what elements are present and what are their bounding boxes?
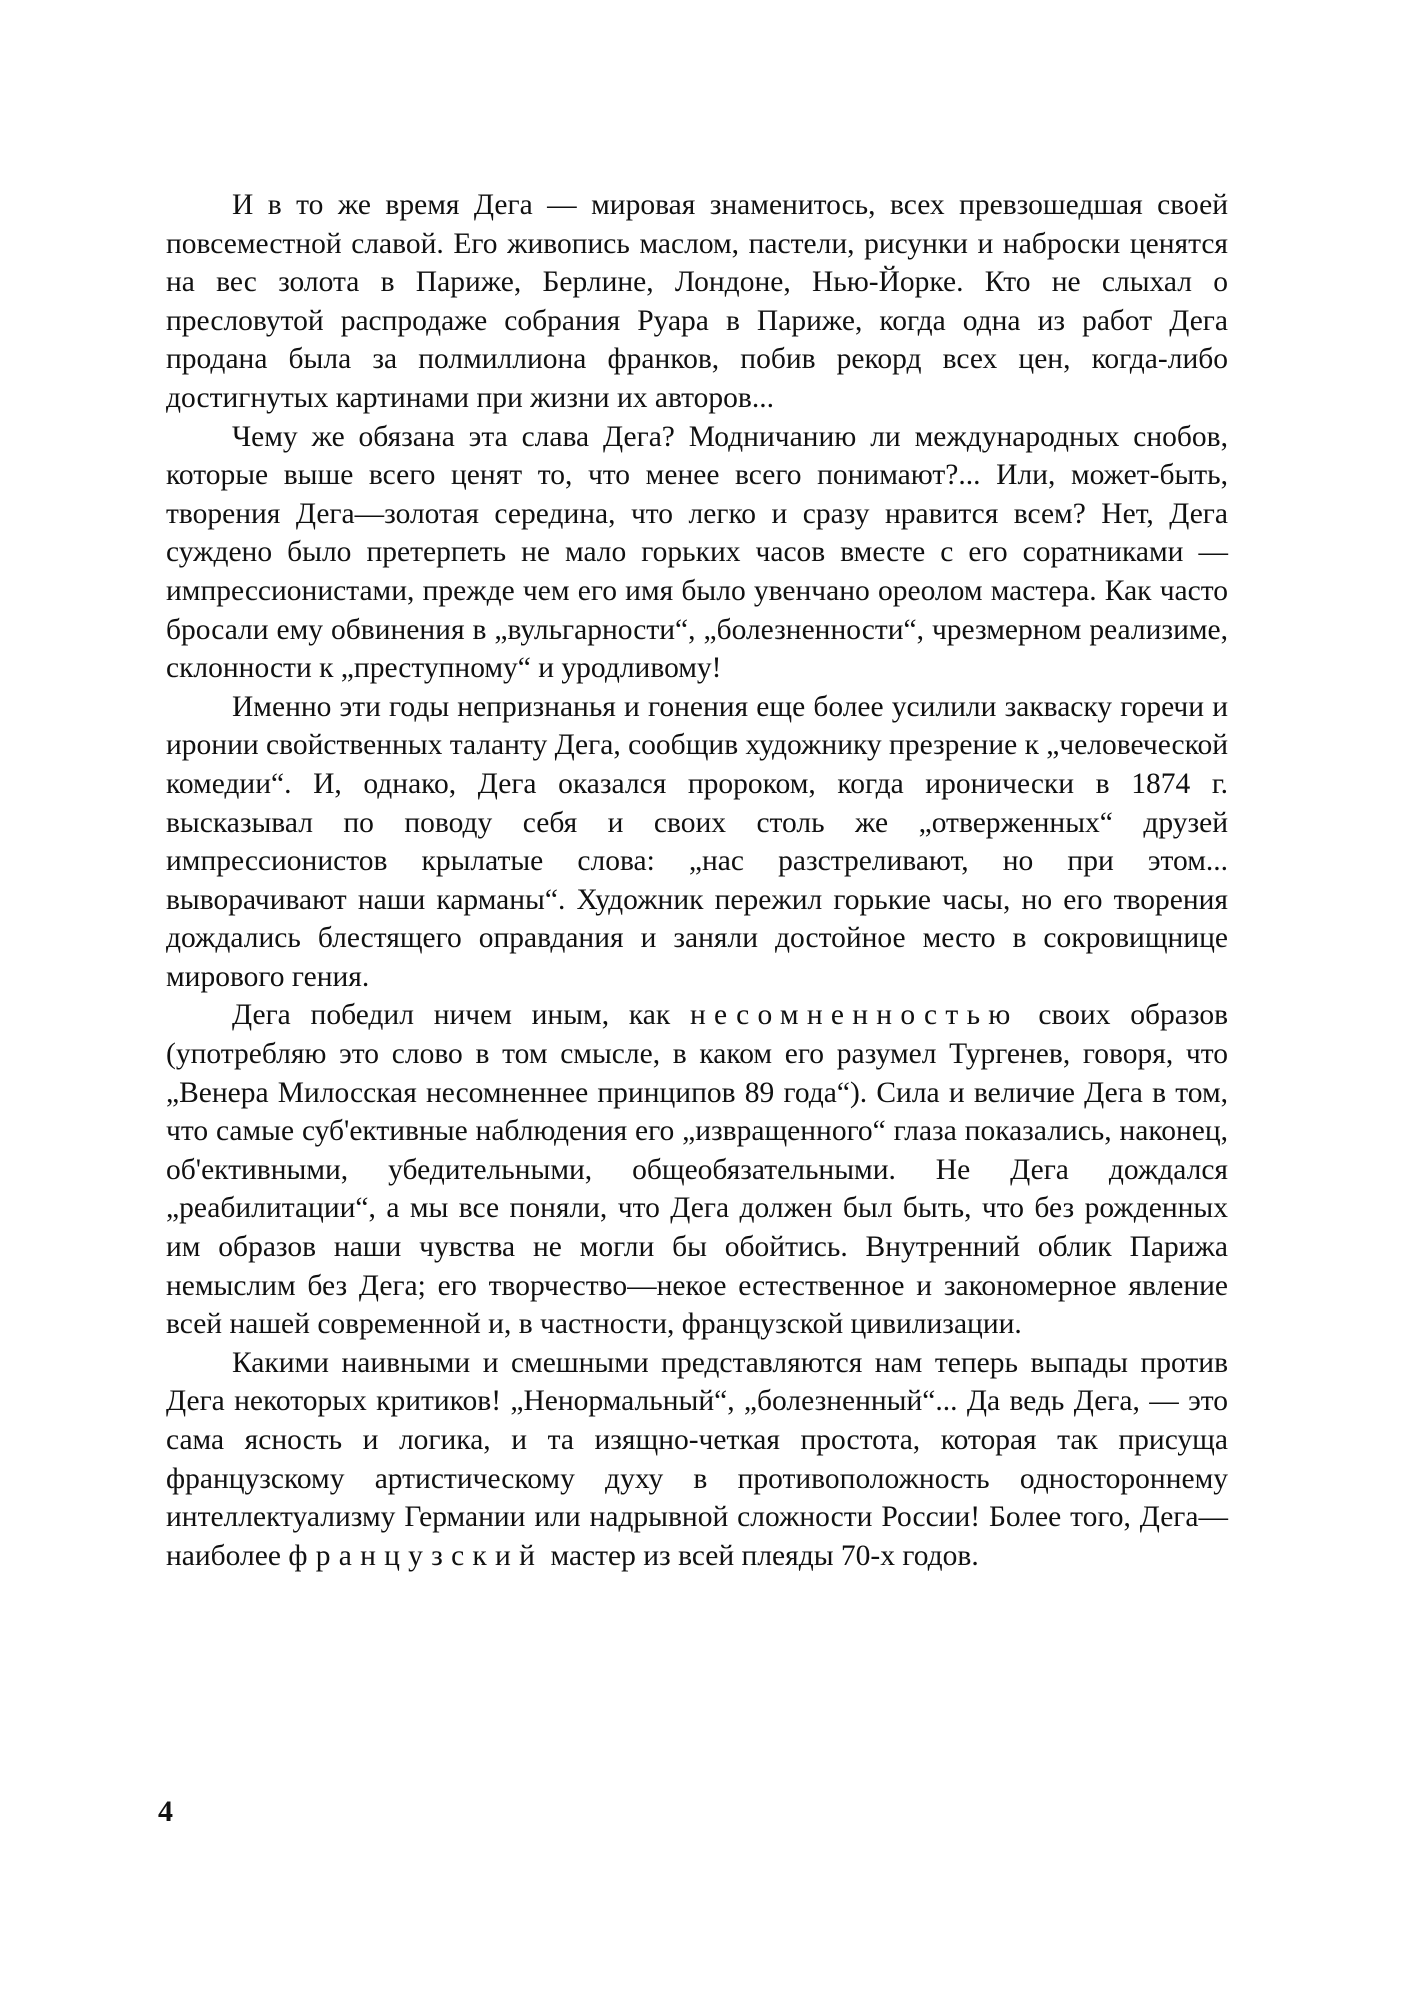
body-text xyxy=(166,186,1228,1575)
emphasized-word-frantsuzskiy: французский xyxy=(288,1539,544,1572)
paragraph-1: И в то же время Дега — мировая знаменитось, всех превзошедшая своей повсеместной славой. Его живопись маслом, пастели, рисунки и наброски ценятся на вес золота в Париже, Берлине, Лондоне, Нью-Йорке. Кто не слыхал о пресловутой распродаже собрания Руара в Париже, когда одна из работ Дега продана была за полмиллиона франков, побив рекорд всех цен, когда-либо достигнутых картинами при жизни их авторов... xyxy=(166,189,1228,414)
paragraph-5-end: мастер из всей плеяды 70-х годов. xyxy=(543,1539,979,1572)
paragraph-4 xyxy=(166,996,1228,1343)
paragraph-4-start: Дега победил ничем иным, как xyxy=(232,999,690,1032)
paragraph-5 xyxy=(166,1344,1228,1576)
paragraph-2: Чему же обязана эта слава Дега? Модничанию ли международных снобов, которые выше всего ценят то, что менее всего понимают?... Или, может-быть, творения Дега—золотая середина, что легко и сразу нравится всем? Нет, Дега суждено было претерпеть не мало горьких часов вместе с его соратниками — импрессионистами, прежде чем его имя было увенчано ореолом мастера. Как часто бросали ему обвинения в „вульгарности“, „болезненности“, чрезмерном реализиме, склонности к „преступному“ и уродливому! xyxy=(166,420,1228,685)
paragraph-5-start: Какими наивными и смешными представляются нам теперь выпады против Дега некоторых критиков! „Ненормальный“, „болезненный“... Да ведь Дега, — это сама ясность и логика, и та изящно-четкая простота, которая так присуща французскому артистическому духу в противоположность одностороннему интеллектуализму Германии или надрывной сложности России! Более того, Дега—наиболее xyxy=(166,1346,1228,1572)
page-number: 4 xyxy=(158,1795,173,1828)
paragraph-3: Именно эти годы непризнанья и гонения еще более усилили закваску горечи и иронии свойственных таланту Дега, сообщив художнику презрение к „человеческой комедии“. И, однако, Дега оказался пророком, когда иронически в 1874 г. высказывал по поводу себя и своих столь же „отверженных“ друзей импрессионистов крылатые слова: „нас разстреливают, но при этом... выворачивают наши карманы“. Художник пережил горькие часы, но его творения дождались блестящего оправдания и заняли достойное место в сокровищнице мирового гения. xyxy=(166,690,1229,993)
paragraph-4-end: своих образов (употребляю это слово в том смысле, в каком его разумел Тургенев, говоря, что „Венера Милосская несомненнее принципов 89 года“). Сила и величие Дега в том, что самые суб'ективные наблюдения его „извращенного“ глаза показались, наконец, об'ективными, убедительными, общеобязательными. Не Дега дождался „реабилитации“, а мы все поняли, что Дега должен был быть, что без рожденных им образов наши чувства не могли бы обойтись. Внутренний облик Парижа немыслим без Дега; его творчество—некое естественное и закономерное явление всей нашей современной и, в частности, французской цивилизации. xyxy=(166,999,1228,1341)
emphasized-word-nesomnennostyu: несомненностью xyxy=(689,999,1019,1032)
